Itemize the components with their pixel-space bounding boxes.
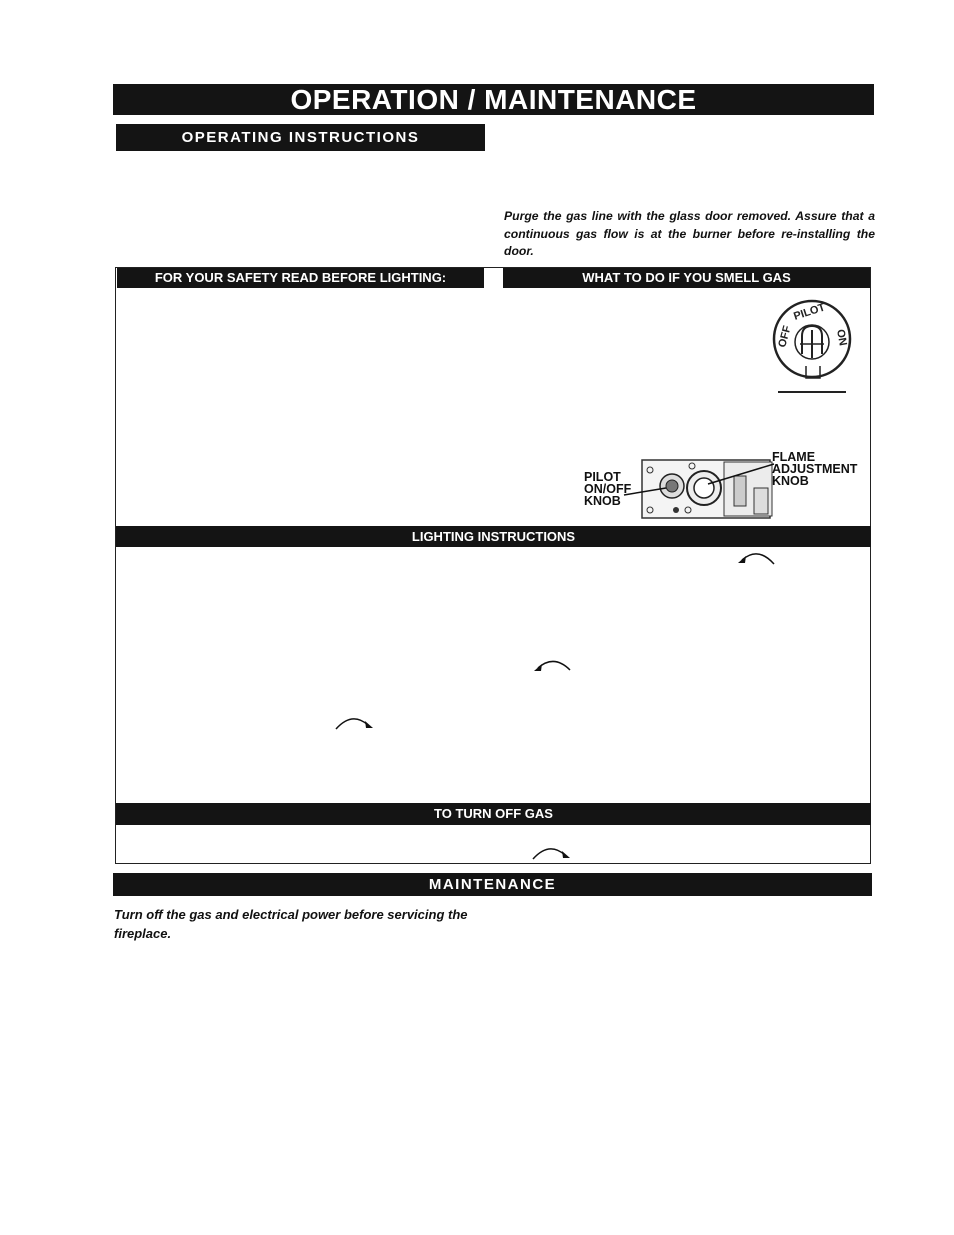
smell-gas-header: WHAT TO DO IF YOU SMELL GAS	[503, 268, 870, 288]
flame-knob-label-3: KNOB	[772, 474, 809, 488]
knob-dial-diagram	[766, 296, 856, 396]
pilot-knob-label-1: PILOT	[584, 470, 621, 484]
maintenance-note: Turn off the gas and electrical power before servicing the fireplace.	[114, 907, 468, 941]
knob-pilot-label: PILOT	[792, 301, 827, 323]
turn-off-gas-header: TO TURN OFF GAS	[116, 803, 871, 825]
gas-valve-diagram	[584, 448, 866, 524]
flame-knob-label-1: FLAME	[772, 450, 816, 464]
pilot-knob-label-2: ON/OFF	[584, 482, 632, 496]
lighting-instructions-header: LIGHTING INSTRUCTIONS	[116, 526, 871, 547]
counterclockwise-arrow-icon	[736, 548, 780, 566]
counterclockwise-arrow-icon	[532, 656, 576, 674]
page-title: OPERATION / MAINTENANCE	[113, 84, 874, 115]
flame-knob-label-2: ADJUSTMENT	[772, 462, 858, 476]
maintenance-header: MAINTENANCE	[113, 873, 872, 896]
purge-note: Purge the gas line with the glass door removed. Assure that a continuous gas flow is at the burner before re-installing the door.	[504, 209, 875, 258]
knob-on-label: ON	[834, 328, 849, 347]
safety-header: FOR YOUR SAFETY READ BEFORE LIGHTING:	[117, 268, 484, 288]
pilot-knob-label-3: KNOB	[584, 494, 621, 508]
knob-off-label: OFF	[776, 324, 794, 349]
section-header-operating-instructions: OPERATING INSTRUCTIONS	[116, 124, 485, 151]
clockwise-arrow-icon	[332, 713, 376, 731]
clockwise-arrow-icon	[529, 843, 573, 861]
